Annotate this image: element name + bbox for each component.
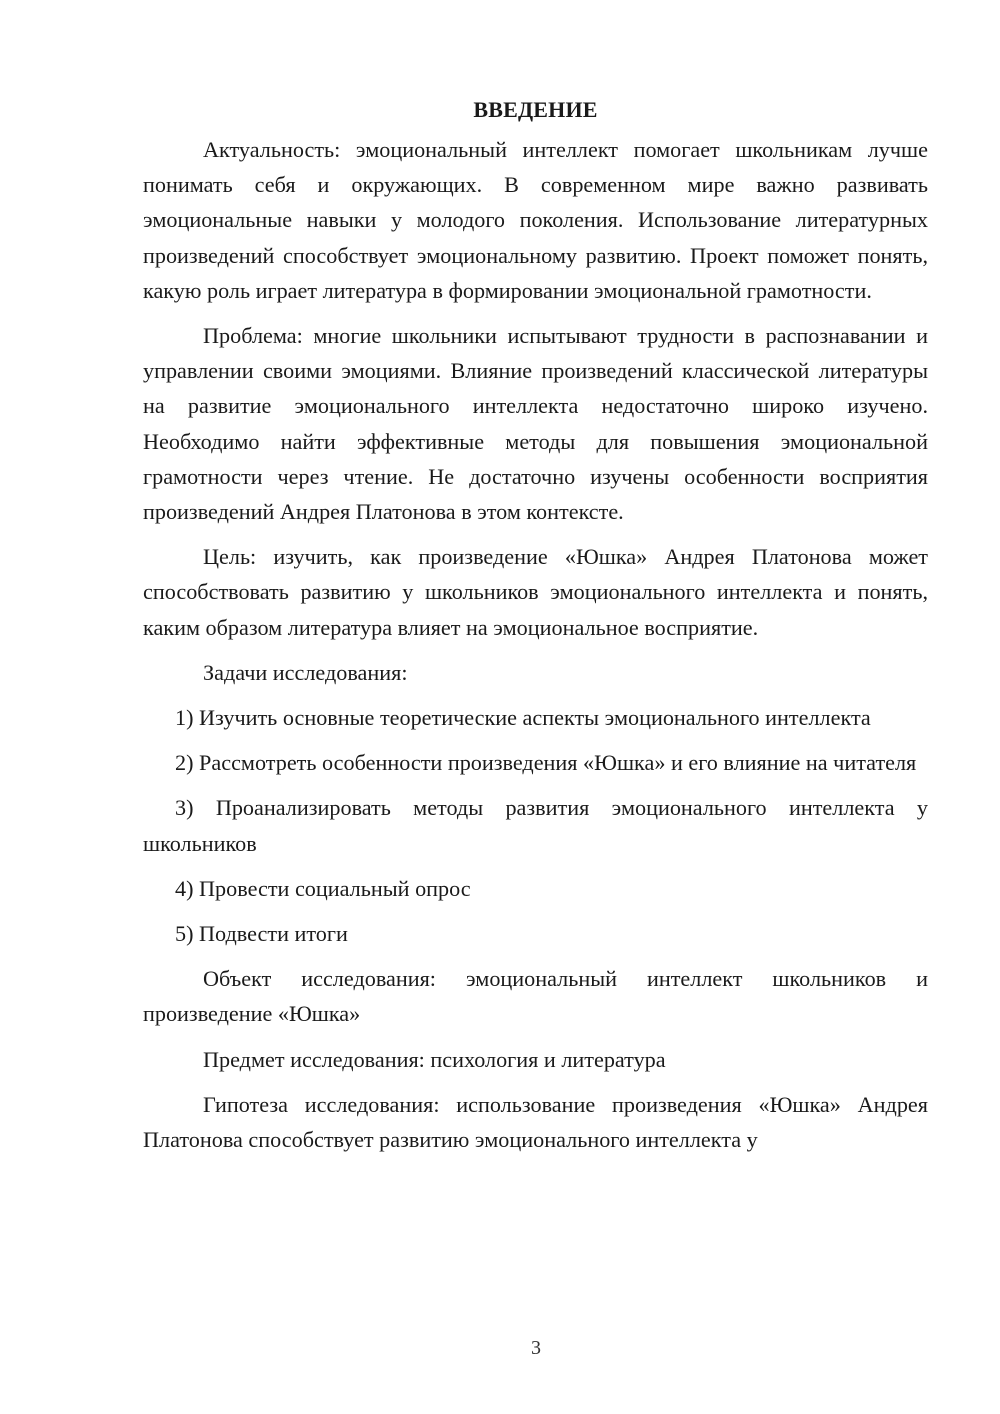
relevance-paragraph: Актуальность: эмоциональный интеллект помогает школьникам лучше понимать себя и окружающих. В современном мире важно развивать эмоциональные навыки у молодого поколения. Использование литературных произведений способствует эмоциональному развитию. Проект поможет понять, какую роль играет литература в формировании эмоциональной грамотности. (143, 137, 928, 303)
goal-paragraph: Цель: изучить, как произведение «Юшка» Андрея Платонова может способствовать развитию у школьников эмоционального интеллекта и понять, каким образом литература влияет на эмоциональное восприятие. (143, 544, 928, 640)
page-number: 3 (531, 1337, 541, 1359)
task-item-2: 2) Рассмотреть особенности произведения «Юшка» и его влияние на читателя (175, 750, 917, 776)
tasks-heading: Задачи исследования: (203, 659, 408, 685)
hypothesis-paragraph: Гипотеза исследования: использование произведения «Юшка» Андрея Платонова способствует развитию эмоционального интеллекта у (143, 1091, 928, 1153)
problem-paragraph: Проблема: многие школьники испытывают трудности в распознавании и управлении своими эмоциями. Влияние произведений классической литературы на развитие эмоционального интеллекта недостаточно широко изучено. Необходимо найти эффективные методы для повышения эмоциональной грамотности через чтение. Не достаточно изучены особенности восприятия произведений Андрея Платонова в этом контексте. (143, 323, 928, 525)
object-paragraph: Объект исследования: эмоциональный интеллект школьников и произведение «Юшка» (143, 966, 928, 1027)
task-item-1: 1) Изучить основные теоретические аспекты эмоционального интеллекта (175, 705, 871, 731)
task-item-4: 4) Провести социальный опрос (175, 875, 471, 901)
section-heading: ВВЕДЕНИЕ (473, 97, 598, 122)
page-content (143, 92, 928, 1167)
task-item-3: 3) Проанализировать методы развития эмоционального интеллекта у школьников (143, 795, 928, 856)
task-item-5: 5) Подвести итоги (175, 921, 348, 947)
subject-paragraph: Предмет исследования: психология и литература (203, 1046, 666, 1072)
